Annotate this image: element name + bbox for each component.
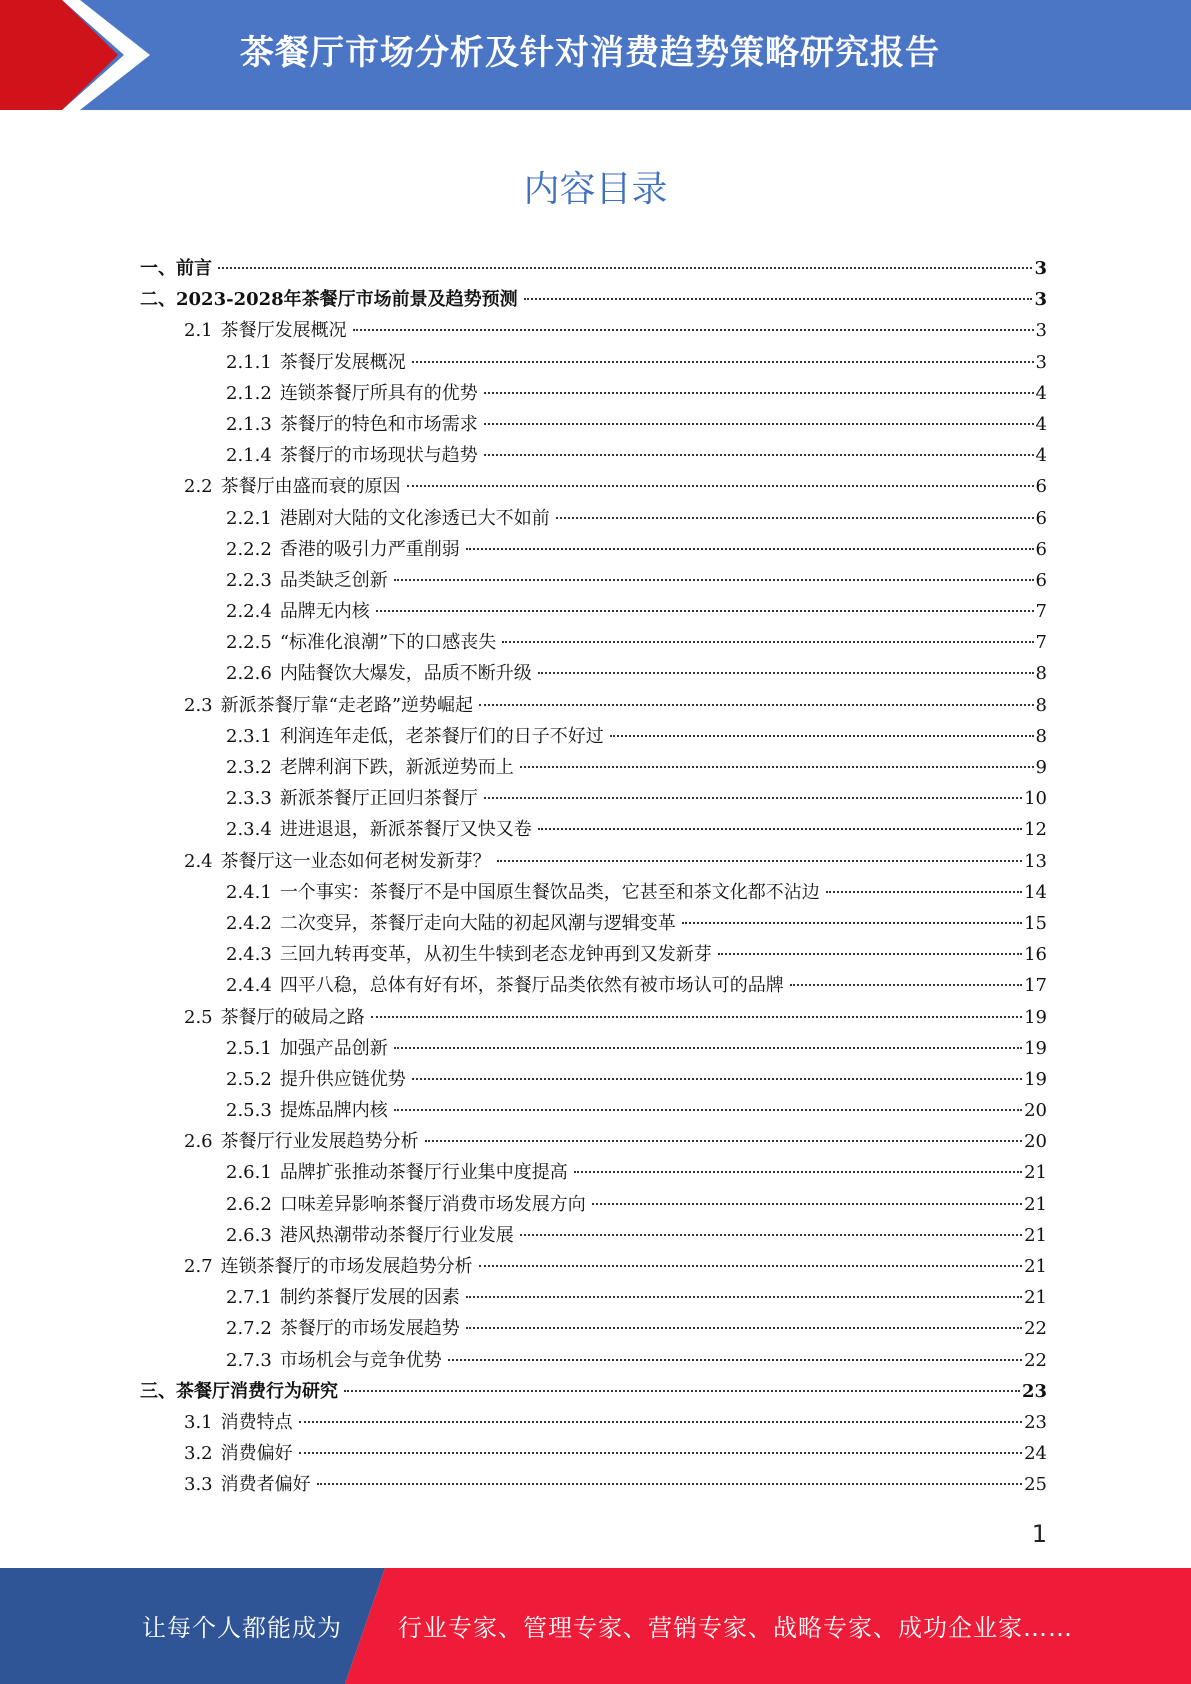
toc-entry-page: 21 xyxy=(1024,1193,1047,1215)
toc-entry-number: 2.2.6 xyxy=(226,663,272,685)
toc-entry-number: 2.1.2 xyxy=(226,382,272,404)
toc-entry-page: 21 xyxy=(1024,1287,1047,1309)
toc-entry-number: 2.1.4 xyxy=(226,445,272,467)
toc-entry-number: 2.2.2 xyxy=(226,538,272,560)
toc-entry-title: 品类缺乏创新 xyxy=(279,569,388,591)
toc-entry-title: 茶餐厅的市场发展趋势 xyxy=(279,1318,460,1340)
toc-dot-leader xyxy=(394,1109,1022,1111)
toc-dot-leader xyxy=(502,641,1033,643)
toc-entry-page: 4 xyxy=(1035,413,1047,435)
toc-entry-page: 6 xyxy=(1035,476,1047,498)
toc-dot-leader xyxy=(497,860,1022,862)
toc-entry[interactable] xyxy=(140,658,1047,689)
toc-entry-page: 14 xyxy=(1024,881,1047,903)
toc-dot-leader xyxy=(353,329,1034,331)
toc-entry[interactable] xyxy=(140,565,1047,596)
toc-entry-title: 利润连年走低，老茶餐厅们的日子不好过 xyxy=(279,725,604,747)
toc-entry[interactable] xyxy=(140,471,1047,502)
toc-entry-number: 一、 xyxy=(140,258,176,279)
toc-entry-page: 8 xyxy=(1035,663,1047,685)
toc-entry-number: 2.5.1 xyxy=(226,1037,272,1059)
toc-entry-page: 20 xyxy=(1024,1131,1047,1153)
toc-entry-number: 2.3.2 xyxy=(226,757,272,778)
toc-entry[interactable] xyxy=(140,534,1047,565)
toc-entry-page: 9 xyxy=(1035,757,1047,778)
toc-entry-title: 香港的吸引力严重削弱 xyxy=(279,538,460,560)
toc-dot-leader xyxy=(592,1203,1022,1205)
toc-entry-number: 2.2.1 xyxy=(226,507,272,529)
toc-entry-title: 市场机会与竞争优势 xyxy=(279,1349,442,1371)
toc-entry[interactable] xyxy=(140,1220,1047,1251)
footer-slogan-right: 行业专家、管理专家、营销专家、战略专家、成功企业家…… xyxy=(398,1614,1073,1642)
toc-entry-title: 茶餐厅这一业态如何老树发新芽？ xyxy=(220,850,491,872)
footer-slogan-left: 让每个人都能成为 xyxy=(142,1614,342,1642)
toc-entry-page: 20 xyxy=(1024,1100,1047,1122)
toc-entry-page: 8 xyxy=(1035,725,1047,747)
toc-entry-title: 茶餐厅行业发展趋势分析 xyxy=(220,1131,419,1153)
toc-entry-title: “标准化浪潮”下的口感丧失 xyxy=(279,632,497,654)
toc-entry-title: 消费者偏好 xyxy=(220,1474,311,1496)
toc-entry-number: 3.1 xyxy=(184,1411,213,1433)
toc-entry-page: 10 xyxy=(1024,788,1047,810)
toc-entry-page: 3 xyxy=(1035,351,1047,373)
toc-entry-title: 茶餐厅的市场现状与趋势 xyxy=(279,445,478,467)
toc-dot-leader xyxy=(826,891,1022,893)
toc-dot-leader xyxy=(790,984,1022,986)
toc-entry-number: 3.3 xyxy=(184,1474,213,1496)
toc-entry-page: 24 xyxy=(1024,1443,1047,1465)
toc-entry-number: 二、 xyxy=(140,289,176,311)
toc-entry[interactable] xyxy=(140,877,1047,908)
toc-entry-page: 17 xyxy=(1024,975,1047,997)
toc-entry-page: 6 xyxy=(1035,538,1047,560)
toc-entry-number: 2.6 xyxy=(184,1131,213,1153)
toc-entry-page: 6 xyxy=(1035,569,1047,591)
toc-entry-number: 2.7.1 xyxy=(226,1287,272,1309)
toc-entry-title: 茶餐厅由盛而衰的原因 xyxy=(220,476,401,498)
toc-dot-leader xyxy=(371,1016,1022,1018)
toc-entry[interactable] xyxy=(140,1033,1047,1064)
toc-entry[interactable] xyxy=(140,1189,1047,1220)
toc-entry-number: 2.3 xyxy=(184,694,213,716)
toc-entry-title: 茶餐厅发展概况 xyxy=(279,351,406,373)
toc-dot-leader xyxy=(479,1265,1022,1267)
toc-entry-page: 4 xyxy=(1035,382,1047,404)
toc-dot-leader xyxy=(484,392,1034,394)
toc-entry-number: 2.4.4 xyxy=(226,975,272,997)
toc-entry-number: 2.2.4 xyxy=(226,601,272,623)
toc-entry-page: 21 xyxy=(1024,1224,1047,1246)
toc-entry[interactable] xyxy=(140,783,1047,814)
toc-entry-number: 2.5.3 xyxy=(226,1100,272,1122)
toc-entry[interactable] xyxy=(140,1157,1047,1188)
toc-dot-leader xyxy=(556,517,1034,519)
toc-entry-title: 加强产品创新 xyxy=(279,1037,388,1059)
toc-entry[interactable] xyxy=(140,1469,1047,1500)
report-title: 茶餐厅市场分析及针对消费趋势策略研究报告 xyxy=(240,33,940,73)
toc-entry[interactable] xyxy=(140,846,1047,877)
toc-entry-number: 2.1 xyxy=(184,320,213,342)
toc-entry-page: 8 xyxy=(1035,694,1047,716)
toc-dot-leader xyxy=(466,1327,1022,1329)
toc-dot-leader xyxy=(448,1359,1022,1361)
toc-entry-title: 茶餐厅发展概况 xyxy=(220,320,347,342)
toc-entry-page: 23 xyxy=(1021,1380,1047,1402)
toc-entry[interactable] xyxy=(140,908,1047,939)
toc-entry-number: 2.4.2 xyxy=(226,912,272,934)
toc-entry-page: 12 xyxy=(1024,819,1047,841)
toc-dot-leader xyxy=(394,1047,1022,1049)
toc-dot-leader xyxy=(610,735,1034,737)
toc-entry-title: 连锁茶餐厅所具有的优势 xyxy=(279,382,478,404)
toc-entry[interactable] xyxy=(140,1345,1047,1376)
toc-dot-leader xyxy=(538,828,1022,830)
toc-entry-title: 品牌无内核 xyxy=(279,601,370,623)
toc-dot-leader xyxy=(484,423,1034,425)
toc-entry-page: 7 xyxy=(1035,601,1047,623)
toc-entry[interactable] xyxy=(140,284,1047,315)
toc-entry-page: 19 xyxy=(1024,1068,1047,1090)
toc-entry-page: 15 xyxy=(1024,912,1047,934)
toc-entry[interactable] xyxy=(140,409,1047,440)
toc-entry[interactable] xyxy=(140,1064,1047,1095)
toc-entry-number: 2.5 xyxy=(184,1006,213,1028)
toc-dot-leader xyxy=(574,1171,1022,1173)
toc-dot-leader xyxy=(394,579,1034,581)
toc-dot-leader xyxy=(520,766,1034,768)
toc-entry[interactable] xyxy=(140,503,1047,534)
toc-entry-page: 3 xyxy=(1034,258,1047,279)
toc-entry-title: 一个事实：茶餐厅不是中国原生餐饮品类，它甚至和茶文化都不沾边 xyxy=(279,881,820,903)
toc-dot-leader xyxy=(299,1421,1022,1423)
toc-entry[interactable] xyxy=(140,627,1047,658)
toc-entry-page: 7 xyxy=(1035,632,1047,654)
toc-entry[interactable] xyxy=(140,814,1047,845)
toc-entry[interactable] xyxy=(140,378,1047,409)
toc-entry-number: 2.4.3 xyxy=(226,944,272,966)
toc-entry-title: 茶餐厅的特色和市场需求 xyxy=(279,413,478,435)
toc-entry-title: 茶餐厅的破局之路 xyxy=(220,1006,365,1028)
toc-dot-leader xyxy=(299,1452,1022,1454)
header-chevron-icon xyxy=(0,0,150,110)
toc-entry-number: 2.6.3 xyxy=(226,1224,272,1246)
toc-entry-title: 三回九转再变革，从初生牛犊到老态龙钟再到又发新芽 xyxy=(279,944,712,966)
toc-entry-title: 新派茶餐厅靠“走老路”逆势崛起 xyxy=(220,694,474,716)
toc-dot-leader xyxy=(479,704,1034,706)
toc-entry-number: 2.4 xyxy=(184,850,213,872)
toc-entry[interactable] xyxy=(140,939,1047,970)
toc-dot-leader xyxy=(407,485,1034,487)
toc-entry[interactable] xyxy=(140,253,1047,284)
header-band xyxy=(0,0,1191,110)
toc-entry-title: 消费特点 xyxy=(220,1411,293,1433)
toc-entry-page: 3 xyxy=(1035,320,1047,342)
toc-entry-page: 16 xyxy=(1024,944,1047,966)
toc-entry[interactable] xyxy=(140,440,1047,471)
toc-entry-number: 2.2 xyxy=(184,476,213,498)
toc-entry-page: 23 xyxy=(1024,1411,1047,1433)
toc-entry-number: 2.7.2 xyxy=(226,1318,272,1340)
toc-entry[interactable] xyxy=(140,1376,1047,1407)
toc-entry-title: 2023-2028年茶餐厅市场前景及趋势预测 xyxy=(176,289,518,311)
toc-entry-title: 港剧对大陆的文化渗透已大不如前 xyxy=(279,507,550,529)
toc-dot-leader xyxy=(538,672,1034,674)
toc-entry-title: 进进退退，新派茶餐厅又快又卷 xyxy=(279,819,532,841)
toc-entry-number: 2.6.1 xyxy=(226,1162,272,1184)
toc-heading: 内容目录 xyxy=(523,169,668,210)
toc-entry[interactable] xyxy=(140,970,1047,1001)
toc-entry-title: 老牌利润下跌，新派逆势而上 xyxy=(279,757,514,778)
toc-entry-number: 2.1.3 xyxy=(226,413,272,435)
toc-entry-page: 19 xyxy=(1024,1006,1047,1028)
toc-entry-number: 2.2.3 xyxy=(226,569,272,591)
toc-entry-title: 消费偏好 xyxy=(220,1443,293,1465)
toc-entry-title: 提炼品牌内核 xyxy=(279,1100,388,1122)
toc-entry-title: 二次变异，茶餐厅走向大陆的初起风潮与逻辑变革 xyxy=(279,912,676,934)
toc-entry[interactable] xyxy=(140,721,1047,752)
table-of-contents xyxy=(140,253,1047,1501)
toc-entry-number: 2.5.2 xyxy=(226,1068,272,1090)
toc-entry-title: 港风热潮带动茶餐厅行业发展 xyxy=(279,1224,514,1246)
toc-entry-number: 2.3.3 xyxy=(226,788,272,810)
toc-entry[interactable] xyxy=(140,1313,1047,1344)
toc-entry-title: 茶餐厅消费行为研究 xyxy=(176,1380,338,1402)
toc-entry-page: 22 xyxy=(1024,1318,1047,1340)
toc-entry[interactable] xyxy=(140,1438,1047,1469)
toc-entry-number: 2.3.1 xyxy=(226,725,272,747)
toc-entry-number: 2.7.3 xyxy=(226,1349,272,1371)
toc-entry[interactable] xyxy=(140,1251,1047,1282)
toc-entry[interactable] xyxy=(140,315,1047,346)
toc-dot-leader xyxy=(466,548,1034,550)
toc-entry-page: 6 xyxy=(1035,507,1047,529)
toc-entry-page: 21 xyxy=(1024,1256,1047,1277)
toc-entry-title: 四平八稳，总体有好有坏，茶餐厅品类依然有被市场认可的品牌 xyxy=(279,975,784,997)
toc-entry-title: 口味差异影响茶餐厅消费市场发展方向 xyxy=(279,1193,586,1215)
toc-entry-title: 品牌扩张推动茶餐厅行业集中度提高 xyxy=(279,1162,568,1184)
toc-entry-title: 提升供应链优势 xyxy=(279,1068,406,1090)
toc-entry-title: 内陆餐饮大爆发，品质不断升级 xyxy=(279,663,532,685)
toc-entry-number: 3.2 xyxy=(184,1443,213,1465)
toc-entry[interactable] xyxy=(140,347,1047,378)
toc-dot-leader xyxy=(412,1078,1022,1080)
toc-dot-leader xyxy=(718,953,1022,955)
toc-entry-title: 连锁茶餐厅的市场发展趋势分析 xyxy=(220,1256,473,1277)
toc-entry-title: 制约茶餐厅发展的因素 xyxy=(279,1287,460,1309)
toc-entry[interactable] xyxy=(140,752,1047,783)
toc-entry[interactable] xyxy=(140,1282,1047,1313)
toc-dot-leader xyxy=(682,922,1022,924)
toc-entry-page: 25 xyxy=(1024,1474,1047,1496)
page-number: 1 xyxy=(1031,1520,1047,1548)
toc-dot-leader xyxy=(412,361,1034,363)
toc-entry-page: 4 xyxy=(1035,445,1047,467)
toc-entry[interactable] xyxy=(140,1002,1047,1033)
toc-entry-page: 13 xyxy=(1024,850,1047,872)
toc-entry[interactable] xyxy=(140,1126,1047,1157)
toc-dot-leader xyxy=(484,454,1034,456)
toc-dot-leader xyxy=(484,797,1022,799)
toc-dot-leader xyxy=(344,1390,1020,1392)
toc-entry[interactable] xyxy=(140,596,1047,627)
toc-dot-leader xyxy=(524,298,1033,300)
footer-band xyxy=(0,1568,1191,1684)
toc-dot-leader xyxy=(425,1140,1022,1142)
toc-dot-leader xyxy=(520,1234,1022,1236)
toc-entry[interactable] xyxy=(140,690,1047,721)
toc-entry-page: 22 xyxy=(1024,1349,1047,1371)
toc-entry-page: 3 xyxy=(1034,289,1047,311)
toc-dot-leader xyxy=(317,1483,1022,1485)
toc-entry-number: 2.6.2 xyxy=(226,1193,272,1215)
toc-entry-title: 新派茶餐厅正回归茶餐厅 xyxy=(279,788,478,810)
toc-entry-page: 21 xyxy=(1024,1162,1047,1184)
toc-entry-number: 2.7 xyxy=(184,1256,213,1277)
toc-entry[interactable] xyxy=(140,1407,1047,1438)
toc-dot-leader xyxy=(466,1296,1022,1298)
toc-entry-number: 2.4.1 xyxy=(226,881,272,903)
toc-entry-number: 2.2.5 xyxy=(226,632,272,654)
toc-entry-number: 三、 xyxy=(140,1380,176,1402)
toc-entry-page: 19 xyxy=(1024,1037,1047,1059)
toc-entry-number: 2.1.1 xyxy=(226,351,272,373)
toc-entry[interactable] xyxy=(140,1095,1047,1126)
toc-entry-title: 前言 xyxy=(176,258,212,279)
toc-entry-number: 2.3.4 xyxy=(226,819,272,841)
toc-dot-leader xyxy=(376,610,1034,612)
toc-dot-leader xyxy=(218,267,1032,269)
